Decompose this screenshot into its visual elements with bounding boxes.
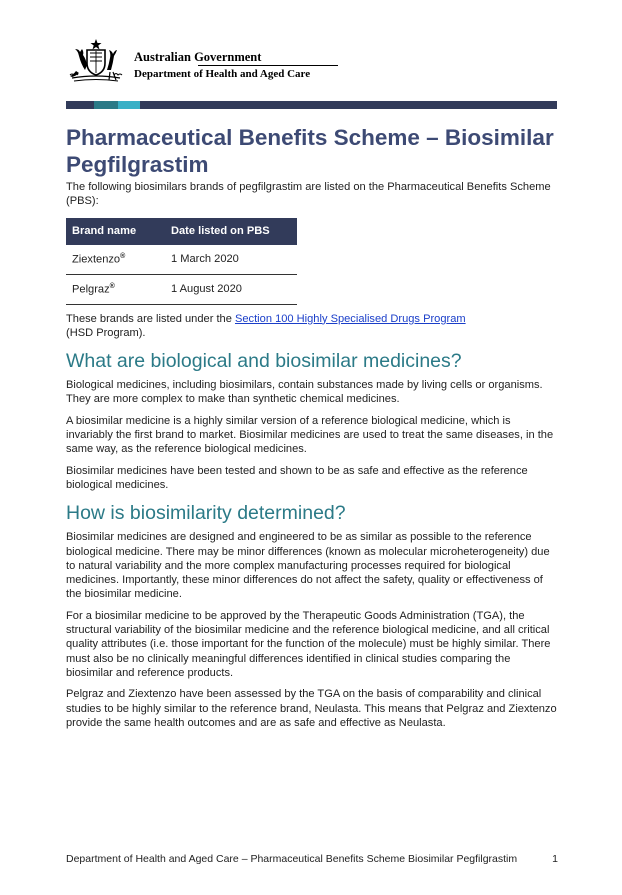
header <box>66 38 326 88</box>
page-number: 1 <box>552 853 558 865</box>
page-title: Pharmaceutical Benefits Scheme – Biosimilar Pegfilgrastim <box>66 125 554 177</box>
section-paragraph: Biosimilar medicines are designed and engineered to be as similar as possible to the reference biological medicine. There may be minor differences (known as molecular microheterogeneity) due to natural variability and the more complex manufacturing processes required for biological medicines. Importantly, these minor differences do not affect the safety, quality or effectiveness of the biosimilar medicine. <box>66 531 550 601</box>
department-name: Department of Health and Aged Care <box>134 68 311 80</box>
date-cell: 1 March 2020 <box>165 245 297 275</box>
brand-cell <box>66 245 165 275</box>
brands-table <box>66 218 297 305</box>
section-paragraph: Biosimilar medicines have been tested and shown to be as safe and effective as the reference biological medicines. <box>66 464 528 491</box>
section-paragraph: Pelgraz and Ziextenzo have been assessed by the TGA on the basis of comparability and clinical studies to be highly similar to the reference brand, Neulasta. This means that Pelgraz and Ziextenzo provide the same health outcomes and are as safe and effective as Neulasta. <box>66 688 557 729</box>
registered-mark: ® <box>120 252 126 260</box>
intro-paragraph: The following biosimilars brands of pegfilgrastim are listed on the Pharmaceutical Benefits Scheme (PBS): <box>66 181 551 208</box>
stripe-segment <box>118 101 140 109</box>
section-heading: What are biological and biosimilar medicines? <box>66 350 462 373</box>
column-header-date: Date listed on PBS <box>165 218 297 245</box>
coat-of-arms-icon <box>66 38 126 86</box>
brand-cell <box>66 274 165 304</box>
table-row <box>66 274 297 304</box>
section-paragraph: A biosimilar medicine is a highly similar version of a reference biological medicine, which is invariably the first brand to market. Biosimilar medicines are used to treat the same diseases, in the same way, as the reference biological medicines. <box>66 414 554 456</box>
listing-note <box>66 312 558 341</box>
section-paragraph: For a biosimilar medicine to be approved by the Therapeutic Goods Administration (TGA), the structural variability of the biosimilar medicine and the reference biological medicine, and all critical quality attributes (i.e. those important for the function of the molecule) must be highly similar. There must also be no clinically meaningful differences identified in clinical studies comparing the biosimilar and reference products. <box>66 609 551 679</box>
section-heading: How is biosimilarity determined? <box>66 502 346 525</box>
header-divider <box>198 65 338 66</box>
table-row <box>66 245 297 275</box>
stripe-segment <box>94 101 118 109</box>
listing-note-text: These brands are listed under the <box>66 312 235 325</box>
section-paragraph: Biological medicines, including biosimilars, contain substances made by living cells or organisms. They are more complex to make than synthetic chemical medicines. <box>66 379 543 406</box>
header-color-stripe <box>66 101 557 109</box>
government-name: Australian Government <box>134 50 262 64</box>
footer-text: Department of Health and Aged Care – Pharmaceutical Benefits Scheme Biosimilar Pegfilgrastim <box>66 853 518 865</box>
registered-mark: ® <box>109 282 115 290</box>
document-body <box>66 124 558 737</box>
date-cell: 1 August 2020 <box>165 274 297 304</box>
column-header-brand: Brand name <box>66 218 165 245</box>
listing-note-suffix: (HSD Program). <box>66 326 146 339</box>
table-header-row <box>66 218 297 245</box>
stripe-segment <box>140 101 557 109</box>
stripe-segment <box>66 101 94 109</box>
brand-name: Pelgraz <box>72 283 110 296</box>
hsd-program-link[interactable]: Section 100 Highly Specialised Drugs Program <box>234 312 466 325</box>
brand-name: Ziextenzo <box>72 253 121 266</box>
